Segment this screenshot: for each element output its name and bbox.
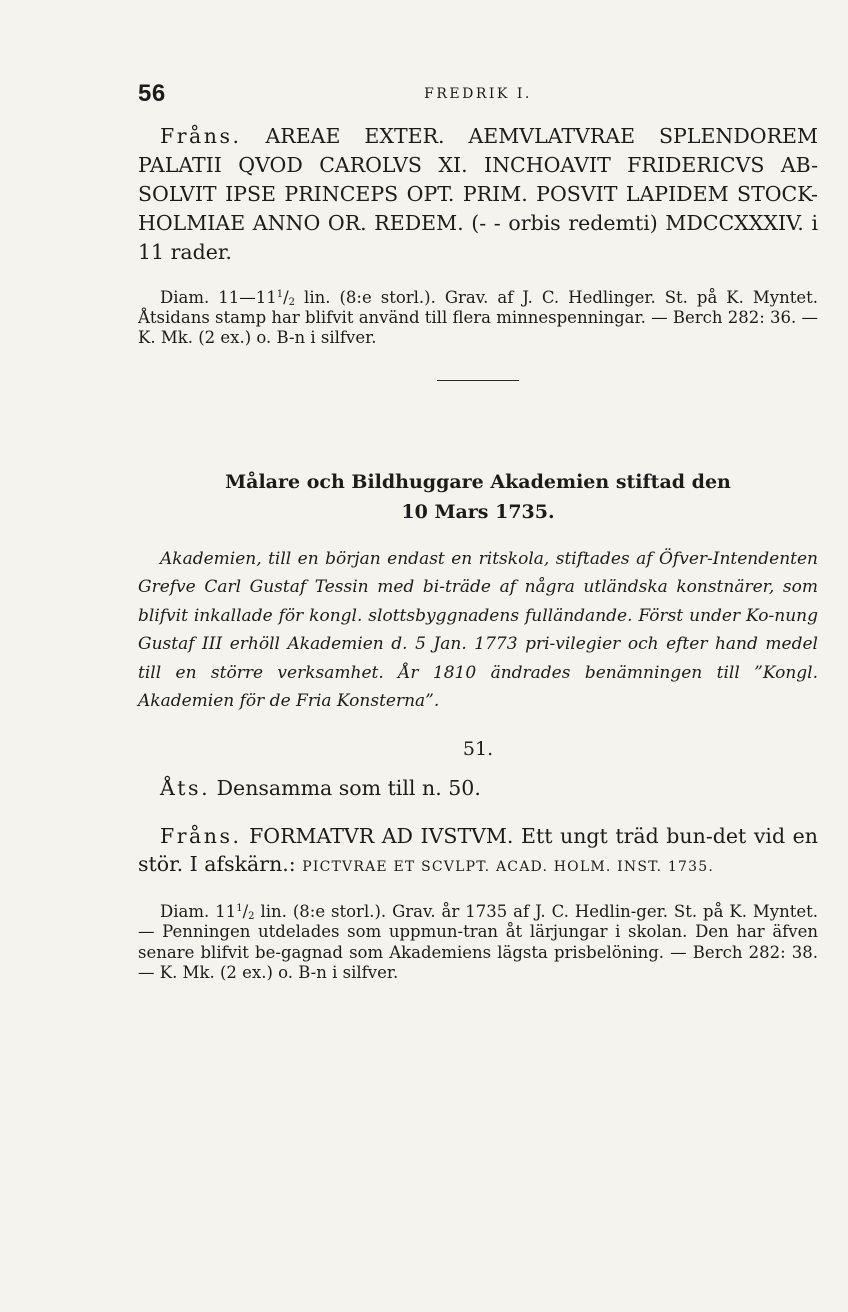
- page-header: [138, 80, 818, 112]
- description-text: lin. (8:e storl.). Grav. år 1735 af J. C. Hedlin-ger. St. på K. Myntet. — Penningen utdelades som uppmun-tran åt lärjungar i skolan. Den har äfven senare blifvit be-gagnad som Akademiens lägsta prisbelöning. — Berch 282: 38. — K. Mk. (2 ex.) o. B-n i silfver.: [138, 901, 818, 982]
- diameter-text: Diam. 11: [160, 901, 237, 921]
- page-number: 56: [138, 80, 166, 107]
- entry-51-obverse: [138, 774, 818, 802]
- entry-51-reverse: [138, 822, 818, 881]
- entry-number: 51.: [462, 737, 494, 760]
- entry-50-reverse: [138, 122, 818, 267]
- fraction-numerator: 1: [236, 902, 243, 914]
- entry-50-description: Diam. $11—11^1/_2$ lin. (8:e storl.). Grav. af J. C. Hedlinger. St. på K. Myntet. Åtsidans stamp har blifvit använd till flera minnespenningar. — Berch 282: 36. — K. Mk. (2 ex.) o. B-n i silfver.: [138, 287, 818, 347]
- entry-51-description: Diam. $11^1/_2$ lin. (8:e storl.). Grav. år 1735 af J. C. Hedlin-ger. St. på K. Myntet. — Penningen utdelades som uppmun-tran åt lärjungar i skolan. Den har äfven senare blifvit be-gagnad som Akademiens lägsta prisbelöning. — Berch 282: 38. — K. Mk. (2 ex.) o. B-n i silfver.: [138, 901, 818, 982]
- diameter-text: Diam. 11—11: [160, 287, 277, 307]
- fraction-numerator: 1: [276, 288, 284, 300]
- reverse-label: Fråns.: [160, 824, 242, 848]
- reverse-label: Fråns.: [160, 124, 242, 148]
- obverse-text: Densamma som till n. 50.: [216, 775, 481, 800]
- reverse-inscription: AREAE EXTER. AEMVLATVRAE SPLENDOREM PALATII QVOD CAROLVS XI. INCHOAVIT FRIDERICVS AB-SOLVIT IPSE PRINCEPS OPT. PRIM. POSVIT LAPIDEM STOCK-HOLMIAE ANNO OR. REDEM. (- - orbis redemti) MDCCXXXIV. i 11 rader.: [138, 124, 818, 264]
- section-introduction: Akademien, till en början endast en ritskola, stiftades af Öfver-Intendenten Grefve Carl Gustaf Tessin med bi-träde af några utländska konstnärer, som blifvit inkallade för kongl. slottsbyggnadens fulländande. Först under Ko-nung Gustaf III erhöll Akademien d. 5 Jan. 1773 pri-vilegier och efter hand medel till en större verksamhet. År 1810 ändrades benämningen till ”Kongl. Akademien för de Fria Konsterna”.: [138, 548, 818, 711]
- description-text: lin. (8:e storl.). Grav. af J. C. Hedlinger. St. på K. Myntet. Åtsidans stamp har blifvit använd till flera minnespenningar. — Berch 282: 36. — K. Mk. (2 ex.) o. B-n i silfver.: [138, 287, 818, 347]
- fraction-denominator: 2: [288, 296, 296, 308]
- book-page: [138, 80, 818, 1000]
- section-heading-line-1: Målare och Bildhuggare Akademien stiftad den: [225, 470, 731, 493]
- obverse-label: Åts.: [160, 775, 211, 800]
- section-divider: [437, 380, 519, 381]
- reverse-text: FORMATVR AD IVSTVM. Ett ungt träd bun-det vid en stör. I afskärn.:: [138, 824, 818, 876]
- section-heading: [138, 467, 818, 527]
- section-heading-line-2: 10 Mars 1735.: [401, 500, 555, 523]
- fraction-denominator: 2: [248, 910, 255, 922]
- exergue-legend: PICTVRAE ET SCVLPT. ACAD. HOLM. INST. 1735.: [302, 859, 714, 875]
- running-head: FREDRIK I.: [424, 86, 532, 102]
